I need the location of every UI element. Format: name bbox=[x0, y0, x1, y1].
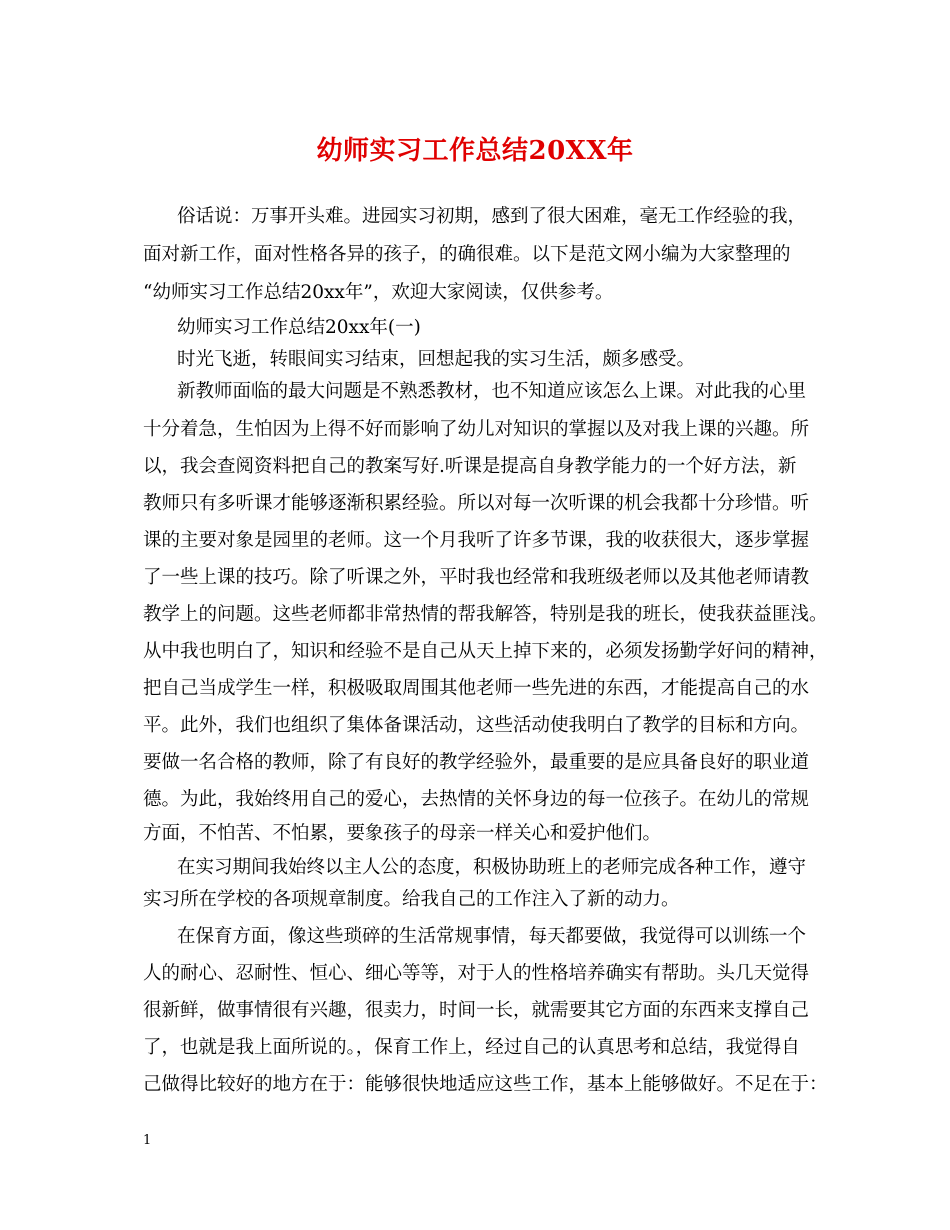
text-line: 在实习期间我始终以主人公的态度，积极协助班上的老师完成各种工作，遵守 bbox=[177, 857, 807, 878]
text-line: 教师只有多听课才能够逐渐积累经验。所以对每一次听课的机会我都十分珍惜。听 bbox=[143, 493, 810, 514]
text-line: 很新鲜，做事情很有兴趣，很卖力，时间一长，就需要其它方面的东西来支撑自己 bbox=[143, 1000, 810, 1021]
text-line: 要做一名合格的教师，除了有良好的教学经验外，最重要的是应具备良好的职业道 bbox=[143, 752, 810, 773]
text-line: 俗话说：万事开头难。进园实习初期，感到了很大困难，毫无工作经验的我， bbox=[177, 206, 807, 227]
text-line: 把自己当成学生一样，积极吸取周围其他老师一些先进的东西，才能提高自己的水 bbox=[143, 678, 810, 699]
text-line: 在保育方面，像这些琐碎的生活常规事情，每天都要做，我觉得可以训练一个 bbox=[177, 926, 807, 947]
text-line: 以，我会查阅资料把自己的教案写好.听课是提高自身教学能力的一个好方法，新 bbox=[143, 456, 797, 477]
text-line: 课的主要对象是园里的老师。这一个月我听了许多节课，我的收获很大，逐步掌握 bbox=[143, 530, 810, 551]
text-line: 德。为此，我始终用自己的爱心，去热情的关怀身边的每一位孩子。在幼儿的常规 bbox=[143, 789, 810, 810]
text-line: 平。此外，我们也组织了集体备课活动，这些活动使我明白了教学的目标和方向。 bbox=[143, 715, 810, 736]
text-line: 新教师面临的最大问题是不熟悉教材，也不知道应该怎么上课。对此我的心里 bbox=[177, 381, 807, 402]
text-line: 时光飞逝，转眼间实习结束，回想起我的实习生活，颇多感受。 bbox=[177, 349, 696, 370]
text-line: 十分着急，生怕因为上得不好而影响了幼儿对知识的掌握以及对我上课的兴趣。所 bbox=[143, 419, 810, 440]
text-line: 己做得比较好的地方在于：能够很快地适应这些工作，基本上能够做好。不足在于： bbox=[143, 1074, 828, 1095]
text-line: 方面，不怕苦、不怕累，要象孩子的母亲一样关心和爱护他们。 bbox=[143, 823, 662, 844]
text-line: 教学上的问题。这些老师都非常热情的帮我解答，特别是我的班长，使我获益匪浅。 bbox=[143, 604, 828, 625]
text-line: “幼师实习工作总结20xx年”，欢迎大家阅读，仅供参考。 bbox=[143, 282, 614, 303]
text-line: 幼师实习工作总结20xx年(一) bbox=[177, 317, 421, 338]
text-line: 了一些上课的技巧。除了听课之外，平时我也经常和我班级老师以及其他老师请教 bbox=[143, 567, 810, 588]
text-line: 面对新工作，面对性格各异的孩子，的确很难。以下是范文网小编为大家整理的 bbox=[143, 244, 791, 265]
document-title: 幼师实习工作总结20XX年 bbox=[316, 136, 634, 166]
text-line: 从中我也明白了，知识和经验不是自己从天上掉下来的，必须发扬勤学好问的精神， bbox=[143, 641, 828, 662]
text-line: 了，也就是我上面所说的。，保育工作上，经过自己的认真思考和总结，我觉得自 bbox=[143, 1037, 800, 1058]
text-line: 人的耐心、忍耐性、恒心、细心等等，对于人的性格培养确实有帮助。头几天觉得 bbox=[143, 963, 810, 984]
page-number: 1 bbox=[143, 1133, 152, 1148]
text-line: 实习所在学校的各项规章制度。给我自己的工作注入了新的动力。 bbox=[143, 889, 680, 910]
